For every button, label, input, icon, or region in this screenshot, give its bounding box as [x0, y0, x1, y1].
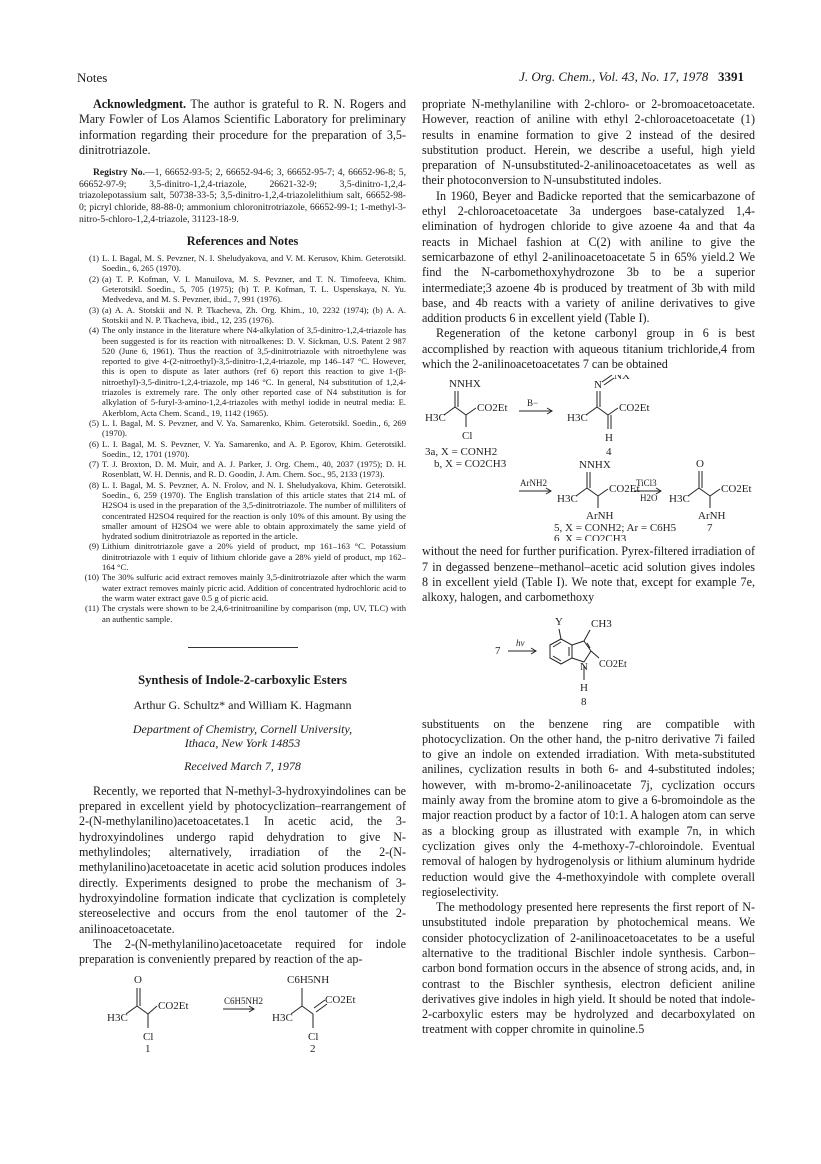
reference-item: (6) L. I. Bagal, M. S. Pevzner, V. Ya. Samarenko, and A. P. Egorov, Khim. Geterotsikl. Soedin., 12, 1701 (1970). [88, 438, 406, 459]
reference-item: (9) Lithium dinitrotriazole gave a 20% yield of product, mp 161–163 °C. Potassium dinitrotriazole with 1 equiv of lithium chloride gave a 28% yield of product, mp 162–164 °C. [88, 541, 406, 573]
reference-item: (8) L. I. Bagal, M. S. Pevzner, A. N. Frolov, and N. I. Sheludyakova, Khim. Geterotsikl. Soedin., 6, 259 (1970). The English translation of this article states that 214 mL of H2SO4 is used in the preparation of the 3,5-dinitrotriazole. The number of milliliters of concentrated H2SO4 required for the reaction is only 10% of this amount. By using the smaller amount of H2SO4 we were able to obtain approximately the same yield of hydrated sodium dinitrotriazole as reported in the article. [88, 479, 406, 542]
scheme2-hydrazone-2: NNHX [579, 459, 611, 472]
reference-item: (1) L. I. Bagal, M. S. Pevzner, N. I. Sheludyakova, and V. M. Kerusov, Khim. Geterotsikl. Soedin., 6, 265 (1970). [88, 253, 406, 274]
scheme2-methyl: H3C [425, 412, 446, 425]
scheme2-methyl-4: H3C [669, 493, 690, 506]
scheme2-aniline: ArNH2 [520, 478, 547, 489]
scheme1-oxo: O [134, 974, 142, 987]
reference-item: (7) T. J. Broxton, D. M. Muir, and A. J. Parker, J. Org. Chem., 40, 2037 (1975); D. H. Rosenblatt, W. H. Dennis, and R. D. Goodin, J. Am. Chem. Soc., 95, 2133 (1973). [88, 459, 406, 480]
scheme2-water: H2O [640, 493, 658, 504]
body-paragraph: propriate N-methylaniline with 2-chloro- or 2-bromoacetoacetate. However, reaction of aniline with ethyl 2-chloroacetoacetate (1) results in enamine formation to give 2 instead of the desired substitution product. Herein, we describe a useful, high yield preparation of N-unsubstituted-2-anilinoacetoacetates as well as their photoconversion to N-unsubstituted indoles. [422, 97, 755, 188]
scheme1-anilino: C6H5NH [287, 974, 330, 987]
scheme3-hydrogen: H [580, 681, 588, 694]
scheme1-ester: CO2Et [158, 1000, 189, 1013]
reference-item: (5) L. I. Bagal, M. S. Pevzner, and V. Ya. Samarenko, Khim. Geterotsikl. Soedin., 6, 269 (1970). [88, 417, 406, 439]
compound-label-2: 2 [310, 1043, 316, 1053]
references-heading: References and Notes [186, 234, 299, 249]
scheme1-reagent: C6H5NH2 [224, 996, 264, 1007]
page-number: 3391 [718, 69, 744, 84]
scheme2-arylamino: ArNH [586, 510, 614, 523]
scheme1-ester-2: CO2Et [325, 994, 356, 1007]
scheme3-light: hν [516, 637, 525, 648]
scheme-1-enamine-formation [79, 970, 406, 1052]
scheme3-substituent-y: Y [555, 615, 563, 628]
running-header-journal [519, 69, 744, 85]
reference-item: (4) The only instance in the literature where N4-alkylation of 3,5-dinitro-1,2,4-triazole has been suggested is for its reaction with nitroalkenes: D. V. Sickman, U.S. Patent 2 987 520 (June 6, 1961). Thus the reaction of 3,5-dinitrotriazole with nitroethylene was reported to give 4-(2-nitroethyl)-3,5-dinitro-1,2,4-triazole, mp 146–147 °C. However, this is open to dispute as later authors (ref 6) report this reaction to give 1-(β-nitroethyl)-3,5-dinitro-1,2,4-triazole, mp 146 °C. In general, N4 substitution of 1,2,4-triazoles is extremely rare. The only other reported case of N4 substitution is for alkylation of 5-furyl-3-amino-1,2,4-triazoles with methyl iodide in neutral media: E. Akerblom, Acta Chem. Scand., 19, 1142 (1965). [88, 325, 406, 418]
compound-label-4: 4 [606, 446, 612, 459]
reference-item: (10) The 30% sulfuric acid extract removes mainly 3,5-dinitrotriazole after which the warm water extract removes mainly picric acid. Addition of concentrated hydrochloric acid to the warm water extract gave 0.5 g of picric acid. [84, 572, 406, 603]
article-affiliation [79, 722, 406, 751]
scheme2-nx: NX [614, 375, 630, 383]
body-paragraph: In 1960, Beyer and Badicke reported that the semicarbazone of ethyl 2-chloroacetoacetate 3a undergoes base-catalyzed 1,4-elimination of hydrogen chloride to give azoene 4a and that 4a reacts in Michael fashion at C(2) with aniline to give the semicarbazone of ethyl 2-anilinoacetoacetate 5 in 65% yield.2 We find the N-carbomethoxyhydrozone 3b to be a superior intermediate;3 azoene 4b is produced by treatment of 3b with mild base, and 4b reacts with a variety of aniline derivatives to give addition products 6 in excellent yield (Table I). [422, 188, 755, 326]
acknowledgment-lead: Acknowledgment. [93, 97, 187, 111]
registry-lead: Registry No. [93, 167, 145, 179]
body-paragraph: The 2-(N-methylanilino)acetoacetate required for indole preparation is conveniently prepared by reaction of the ap- [79, 936, 406, 967]
scheme2-methyl-3: H3C [557, 493, 578, 506]
compound-label-5: 5, X = CONH2; Ar = C6H5 [554, 522, 677, 535]
scheme2-hydrogen: H [605, 432, 613, 445]
scheme1-methyl: H3C [107, 1012, 128, 1025]
compound-label-1: 1 [145, 1043, 151, 1053]
scheme2-base: B− [527, 398, 539, 409]
compound-label-7: 7 [707, 522, 713, 535]
references-list [79, 253, 406, 624]
scheme2-ester-2: CO2Et [619, 402, 650, 415]
body-paragraph: Recently, we reported that N-methyl-3-hydroxyindolines can be prepared in excellent yield by photocyclization–rearrangement of 2-(N-methylanilino)acetoacetates.1 In acetic acid, the 3-hydroxyindolines undergo rapid dehydration to give N-methylindoles; alternatively, irradiation of the 2-(N-methylanilino)acetoacetate in acetic acid solution produces indoles directly. Experiments designed to probe the mechanism of 3-hydroxyindoline formation indicate that cyclization is completely stereoselective and occurs from the enol tautomer of the 2-anilinoacetoacetate. [79, 783, 406, 936]
scheme1-chloro-2: Cl [308, 1031, 319, 1044]
body-paragraph: without the need for further purification. Pyrex-filtered irradiation of 7 in degassed benzene–methanol–acetic acid solution gives indoles 8 in excellent yield (Table I). We note that, except for example 7e, alkoxy, halogen, and carbomethoxy [422, 544, 755, 605]
acknowledgment-text: The author is grateful to R. N. Rogers and Mary Fowler of Los Alamos Scientific Laboratory for preliminary information regarding their procedure for the preparation of 3,5-dinitrotriazole. [79, 97, 406, 157]
scheme3-nitrogen: N [580, 660, 588, 673]
scheme2-ester: CO2Et [477, 402, 508, 415]
reference-item: (3) (a) A. A. Stotskii and N. P. Tkacheva, Zh. Org. Khim., 10, 2232 (1974); (b) A. A. Stotskii and N. P. Tkacheva, ibid., 12, 235 (1976). [88, 304, 406, 325]
reference-item: (11) The crystals were shown to be 2,4,6-trinitroaniline by comparison (mp, UV, TLC) with an authentic sample. [85, 603, 406, 624]
body-paragraph: substituents on the benzene ring are compatible with photocyclization. On the other hand, the p-nitro derivative 7i failed to give an indole on extended irradiation. With meta-substituted anilines, cyclization results in both 6- and 4-substituted indoles; however, with m-bromo-2-anilinoacetate 7j, cyclization occurs mainly away from the bromine atom to give a 6-bromoindole as the major reaction product by a factor of 10:1. A halogen atom can serve as a blocking group as illustrated with example 7n, in which cyclization gives only the 4-methoxy-7-chloroindole. Eventual removal of halogen by hydrogenolysis or lithium aluminum hydride reduction would give the 4-methoxyindole with complete overall regioselectivity. [422, 716, 755, 899]
body-paragraph: Regeneration of the ketone carbonyl group in 6 is best accomplished by reaction with aqueous titanium trichloride,4 from which the 2-anilinoacetoacetates 7 can be obtained [422, 326, 755, 372]
article-title: Synthesis of Indole-2-carboxylic Esters [138, 672, 347, 687]
scheme2-oxo: O [696, 458, 704, 471]
running-header-section: Notes [77, 70, 108, 85]
scheme-3-photocyclization [422, 608, 755, 706]
compound-label-3a: 3a, X = CONH2 [425, 446, 498, 459]
left-column [79, 97, 406, 1057]
compound-label-8: 8 [581, 695, 587, 706]
scheme2-ester-3: CO2Et [609, 483, 640, 496]
right-column [422, 97, 755, 1038]
scheme2-nitrogen: N [594, 379, 602, 392]
scheme2-arylamino-2: ArNH [698, 510, 726, 523]
scheme2-hydrazone: NNHX [449, 378, 481, 391]
scheme1-chloro: Cl [143, 1031, 154, 1044]
registry-numbers [79, 167, 406, 225]
body-paragraph: The methodology presented here represents the first report of N-unsubstituted indole preparation by photochemical means. We consider photocyclization of 2-anilinoacetoacetates to be a useful alternative to the traditional Bischler indole synthesis. Carbon–carbon bond formation occurs in the absence of strong acids, and, in contrast to the Bischler synthesis, electron deficient aniline derivatives give indoles in high yield. It should be noted that indole-2-carboxylic esters may be hydrolyzed and decarboxylated on treatment with copper chromite in quinoline.5 [422, 900, 755, 1037]
compound-label-3b: b, X = CO2CH3 [434, 458, 507, 471]
scheme2-ticl3: TiCl3 [636, 478, 657, 489]
scheme3-reactant: 7 [495, 644, 501, 657]
registry-text: —1, 66652-93-5; 2, 66652-94-6; 3, 66652-95-7; 4, 66652-96-8; 5, 66652-97-9; 3,5-dinitro-1,2,4-triazole, 26621-32-9; 3,5-dinitro-1,2,4-triazolepotassium salt, 50738-33-5; 3,5-dinitro-1,2,4-triazolelithium salt, 66652-98-0; picryl chloride, 88-88-0; ammonium chloronitrotriazole, 66652-99-1; 1-methyl-3-nitro-5-chloro-1,2,4-triazole, 31123-18-9. [79, 167, 407, 225]
received-date: Received March 7, 1978 [184, 758, 301, 773]
article-authors: Arthur G. Schultz* and William K. Hagmann [133, 697, 352, 712]
affiliation-line-1: Department of Chemistry, Cornell University, [132, 721, 353, 736]
reference-item: (2) (a) T. P. Kofman, V. I. Manuilova, M. S. Pevzner, and T. N. Timofeeva, Khim. Geterotsikl. Soedin., 5, 705 (1975); (b) T. P. Kofman, T. L. Uspenskaya, N. Yu. Medvedeva, and M. S. Pevzner, ibid., 7, 991 (1976). [88, 273, 406, 305]
scheme2-chloro: Cl [462, 430, 473, 443]
affiliation-line-2: Ithaca, New York 14853 [184, 736, 301, 751]
journal-citation: J. Org. Chem., Vol. 43, No. 17, 1978 [519, 69, 709, 84]
scheme2-ester-4: CO2Et [721, 483, 752, 496]
scheme1-methyl-2: H3C [272, 1012, 293, 1025]
scheme3-methyl: CH3 [591, 617, 612, 630]
scheme2-methyl-2: H3C [567, 412, 588, 425]
acknowledgment [79, 97, 406, 158]
scheme3-ester: CO2Et [599, 658, 627, 670]
section-divider [188, 647, 298, 648]
scheme-2-azoene-route [422, 375, 755, 541]
compound-label-6: 6, X = CO2CH3 [554, 533, 627, 542]
